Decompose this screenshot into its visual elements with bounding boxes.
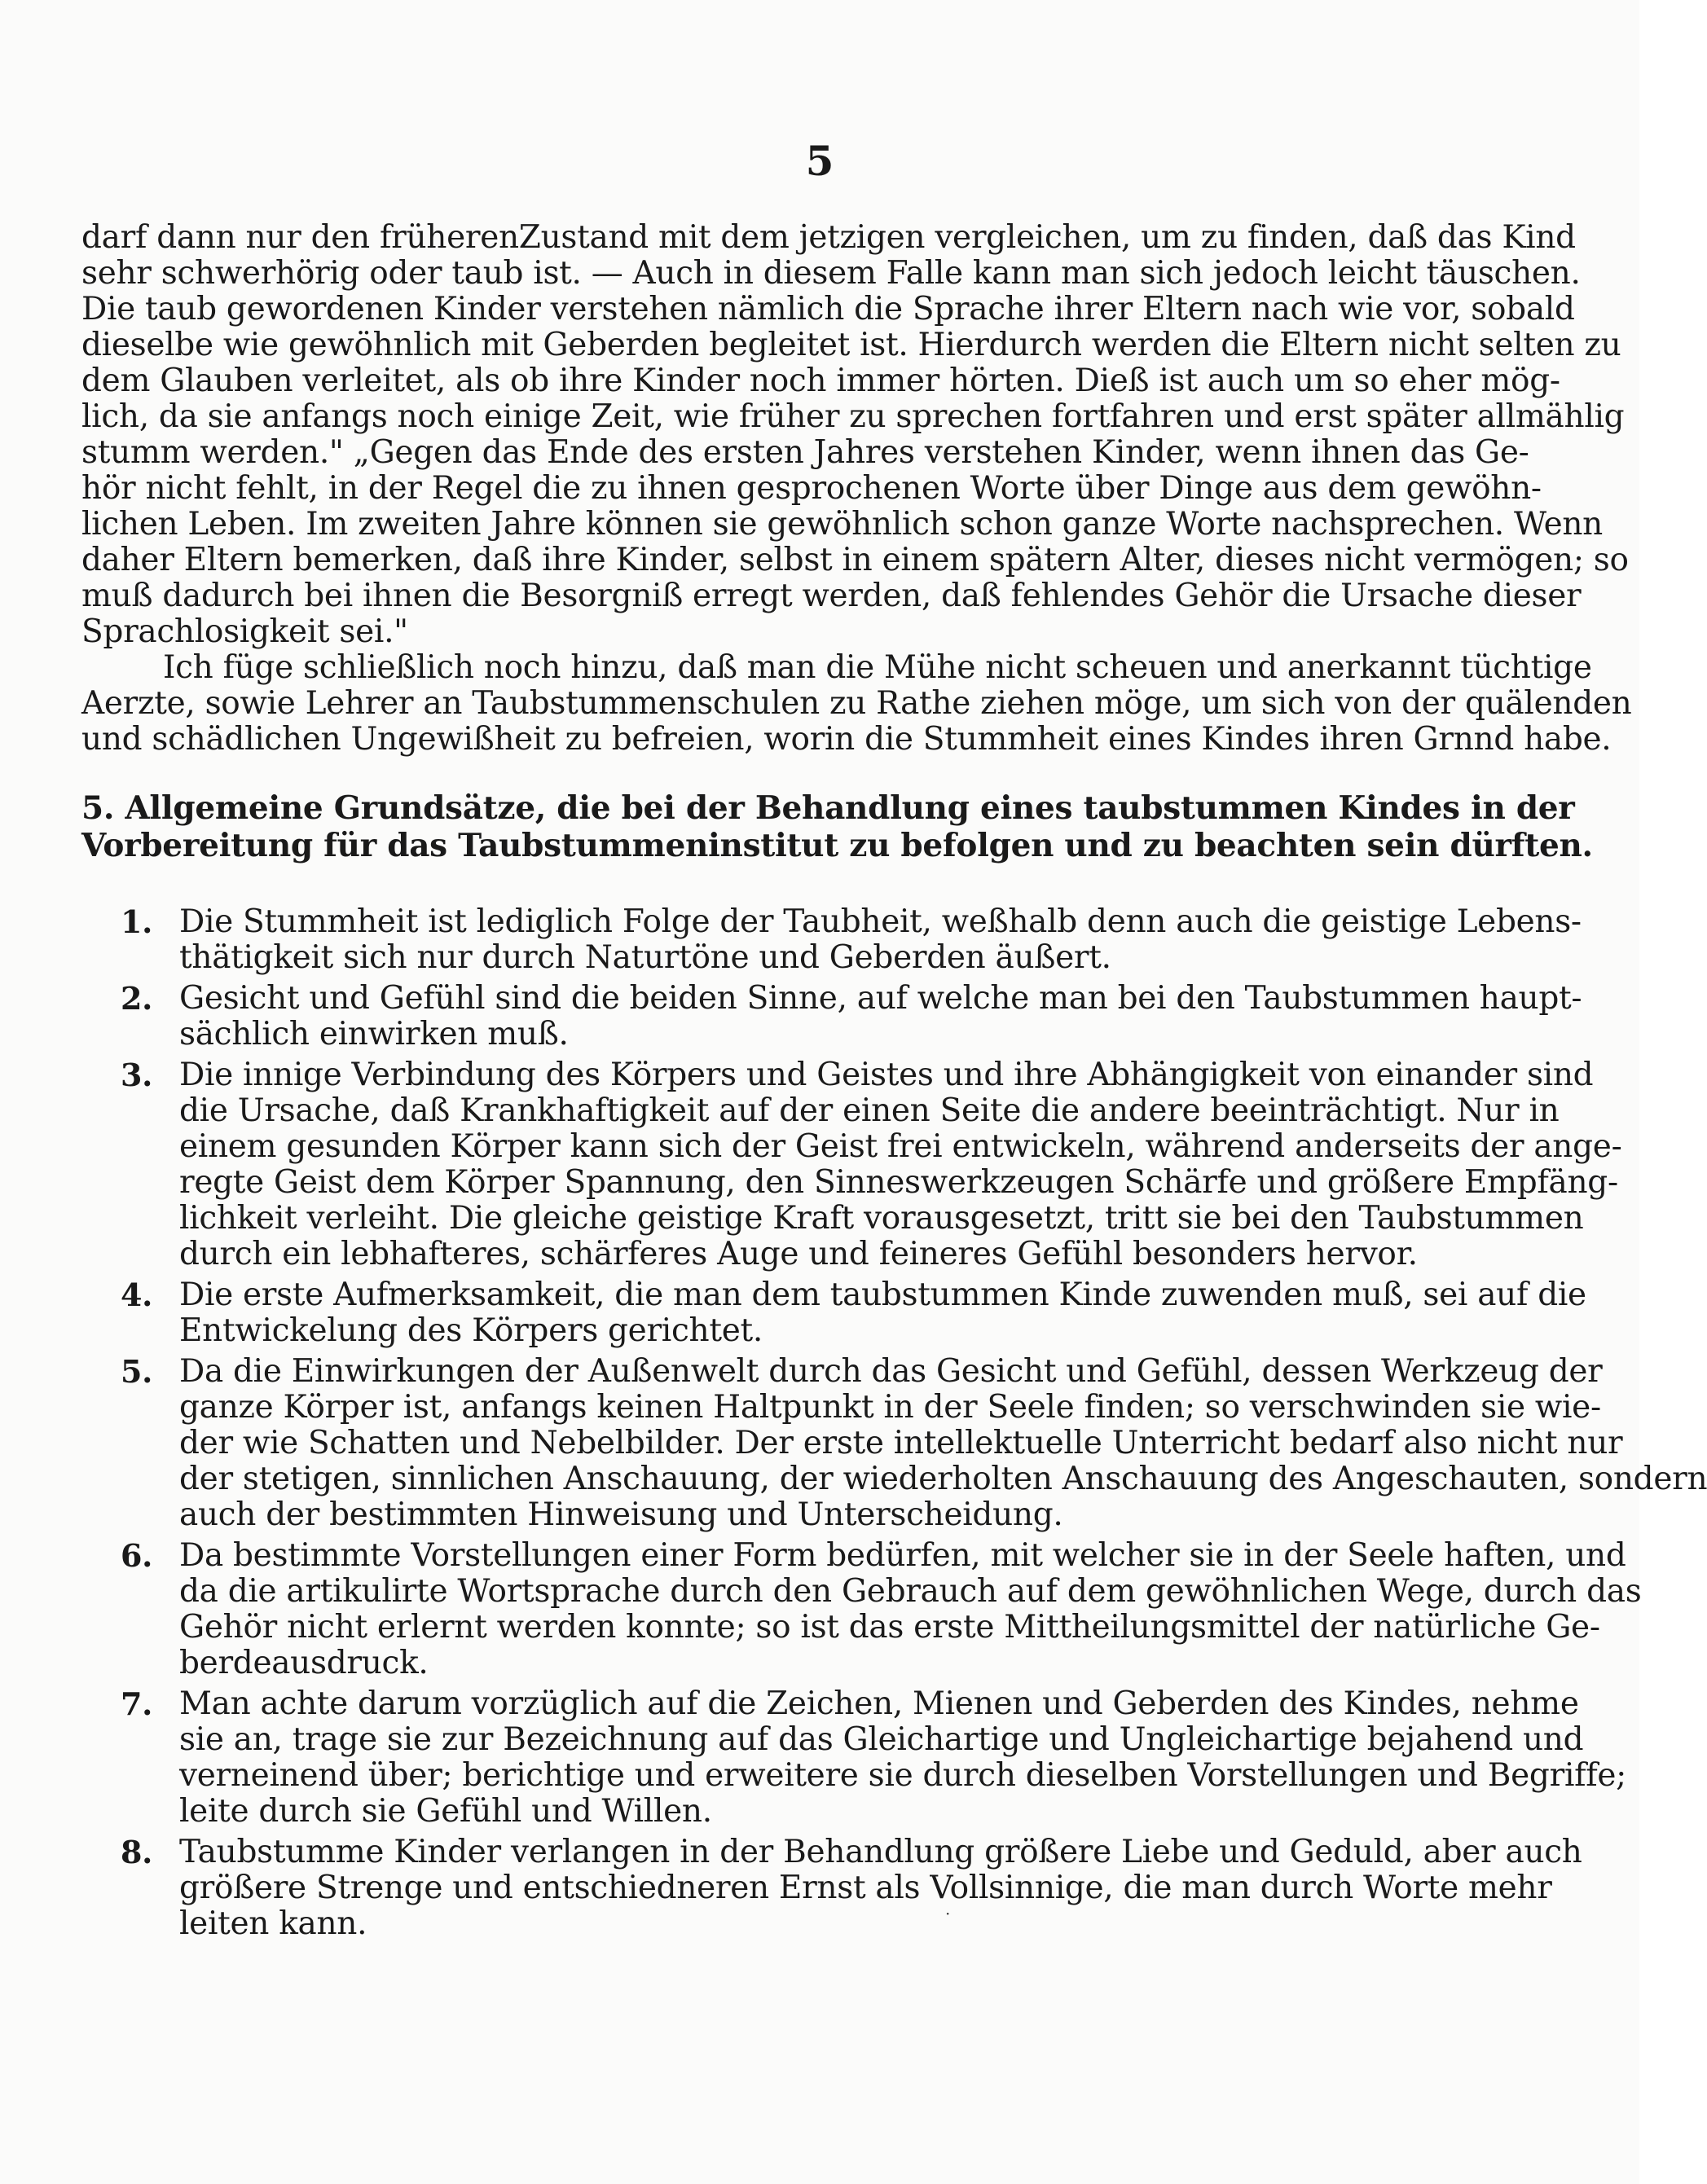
intro-paragraph: [81, 219, 1632, 758]
intro-line: dem Glauben verleitet, als ob ihre Kinder noch immer hörten. Dieß ist auch um so eher mög-: [81, 363, 1560, 399]
item-line: berdeausdruck.: [179, 1645, 429, 1681]
item-line: durch ein lebhafteres, schärferes Auge und feineres Gefühl besonders hervor.: [179, 1236, 1418, 1272]
intro-line: darf dann nur den früherenZustand mit dem jetzigen vergleichen, um zu finden, daß das Kind: [81, 219, 1576, 256]
item-line: leiten kann.: [179, 1905, 367, 1942]
list-item: [81, 903, 1582, 976]
item-line: die Ursache, daß Krankhaftigkeit auf der einen Seite die andere beeinträchtigt. Nur in: [179, 1092, 1560, 1129]
item-line: größere Strenge und entschiedneren Ernst als Vollsinnige, die man durch Worte mehr: [179, 1870, 1552, 1906]
intro-line: lich, da sie anfangs noch einige Zeit, wie früher zu sprechen fortfahren und erst später allmählig: [81, 398, 1625, 435]
item-line: Die erste Aufmerksamkeit, die man dem taubstummen Kinde zuwenden muß, sei auf die: [179, 1277, 1586, 1313]
intro-line: Aerzte, sowie Lehrer an Taubstummenschulen zu Rathe ziehen möge, um sich von der quälenden: [81, 685, 1632, 722]
intro-line: muß dadurch bei ihnen die Besorgniß erregt werden, daß fehlendes Gehör die Ursache dieser: [81, 578, 1582, 614]
item-line: sächlich einwirken muß.: [179, 1016, 569, 1052]
item-number: 8.: [121, 1834, 153, 1870]
item-number: 2.: [121, 980, 153, 1017]
item-line: regte Geist dem Körper Spannung, den Sinneswerkzeugen Schärfe und größere Empfäng-: [179, 1164, 1618, 1201]
list-item: [81, 1353, 1707, 1533]
item-line: Man achte darum vorzüglich auf die Zeichen, Mienen und Geberden des Kindes, nehme: [179, 1685, 1579, 1722]
item-line: einem gesunden Körper kann sich der Geist frei entwickeln, während anderseits der ange-: [179, 1128, 1622, 1165]
intro-line: sehr schwerhörig oder taub ist. — Auch in diesem Falle kann man sich jedoch leicht täuschen.: [81, 255, 1581, 292]
intro-line: Sprachlosigkeit sei.": [81, 613, 408, 650]
intro-line: lichen Leben. Im zweiten Jahre können sie gewöhnlich schon ganze Worte nachsprechen. Wenn: [81, 506, 1603, 543]
list-item: [81, 1277, 1586, 1349]
item-number: 7.: [121, 1685, 153, 1722]
item-line: da die artikulirte Wortsprache durch den Gebrauch auf dem gewöhnlichen Wege, durch das: [179, 1573, 1642, 1610]
page-number: 5: [805, 137, 834, 185]
item-line: Da die Einwirkungen der Außenwelt durch das Gesicht und Gefühl, dessen Werkzeug der: [179, 1353, 1603, 1390]
item-line: Gehör nicht erlernt werden konnte; so ist das erste Mittheilungsmittel der natürliche Ge-: [179, 1609, 1600, 1646]
item-number: 3.: [121, 1057, 153, 1093]
list-item: [81, 1834, 1582, 1942]
item-line: Die Stummheit ist lediglich Folge der Taubheit, weßhalb denn auch die geistige Lebens-: [179, 903, 1582, 940]
section-heading-line: 5. Allgemeine Grundsätze, die bei der Behandlung eines taubstummen Kindes in der: [81, 789, 1575, 827]
item-line: der wie Schatten und Nebelbilder. Der erste intellektuelle Unterricht bedarf also nicht nur: [179, 1425, 1623, 1461]
item-line: auch der bestimmten Hinweisung und Unterscheidung.: [179, 1496, 1063, 1533]
section-heading: [81, 789, 1593, 865]
intro-line: hör nicht fehlt, in der Regel die zu ihnen gesprochenen Worte über Dinge aus dem gewöhn-: [81, 470, 1542, 507]
item-line: Taubstumme Kinder verlangen in der Behandlung größere Liebe und Geduld, aber auch: [179, 1834, 1582, 1870]
item-line: der stetigen, sinnlichen Anschauung, der wiederholten Anschauung des Angeschauten, sondern: [179, 1461, 1707, 1497]
item-number: 4.: [121, 1277, 153, 1313]
printer-dot-mark: ·: [945, 1904, 951, 1923]
intro-line: dieselbe wie gewöhnlich mit Geberden begleitet ist. Hierdurch werden die Eltern nicht selten zu: [81, 327, 1621, 363]
item-line: lichkeit verleiht. Die gleiche geistige Kraft vorausgesetzt, tritt sie bei den Taubstummen: [179, 1200, 1584, 1237]
intro-line: stumm werden." „Gegen das Ende des ersten Jahres verstehen Kinder, wenn ihnen das Ge-: [81, 434, 1529, 471]
item-number: 1.: [121, 903, 153, 940]
intro-line: Die taub gewordenen Kinder verstehen nämlich die Sprache ihrer Eltern nach wie vor, sobald: [81, 291, 1575, 327]
list-item: [81, 980, 1582, 1052]
item-line: leite durch sie Gefühl und Willen.: [179, 1793, 712, 1830]
list-item: [81, 1537, 1642, 1681]
item-line: Entwickelung des Körpers gerichtet.: [179, 1312, 763, 1349]
intro-line: daher Eltern bemerken, daß ihre Kinder, selbst in einem spätern Alter, dieses nicht vermögen; so: [81, 542, 1629, 578]
intro-line: Ich füge schließlich noch hinzu, daß man die Mühe nicht scheuen und anerkannt tüchtige: [163, 649, 1592, 686]
principles-list: [81, 903, 1707, 1942]
item-line: thätigkeit sich nur durch Naturtöne und Geberden äußert.: [179, 939, 1111, 976]
item-line: ganze Körper ist, anfangs keinen Haltpunkt in der Seele finden; so verschwinden sie wie-: [179, 1389, 1601, 1426]
intro-line: und schädlichen Ungewißheit zu befreien, worin die Stummheit eines Kindes ihren Grnnd habe.: [81, 721, 1612, 758]
item-line: Da bestimmte Vorstellungen einer Form bedürfen, mit welcher sie in der Seele haften, und: [179, 1537, 1626, 1574]
item-number: 5.: [121, 1353, 153, 1390]
item-line: Gesicht und Gefühl sind die beiden Sinne, auf welche man bei den Taubstummen haupt-: [179, 980, 1582, 1017]
list-item: [81, 1057, 1622, 1272]
item-number: 6.: [121, 1537, 153, 1574]
item-line: Die innige Verbindung des Körpers und Geistes und ihre Abhängigkeit von einander sind: [179, 1057, 1594, 1093]
section-heading-line: Vorbereitung für das Taubstummeninstitut zu befolgen und zu beachten sein dürften.: [81, 827, 1593, 864]
item-line: verneinend über; berichtige und erweitere sie durch dieselben Vorstellungen und Begriffe;: [179, 1757, 1627, 1794]
list-item: [81, 1685, 1627, 1830]
item-line: sie an, trage sie zur Bezeichnung auf das Gleichartige und Ungleichartige bejahend und: [179, 1721, 1584, 1758]
